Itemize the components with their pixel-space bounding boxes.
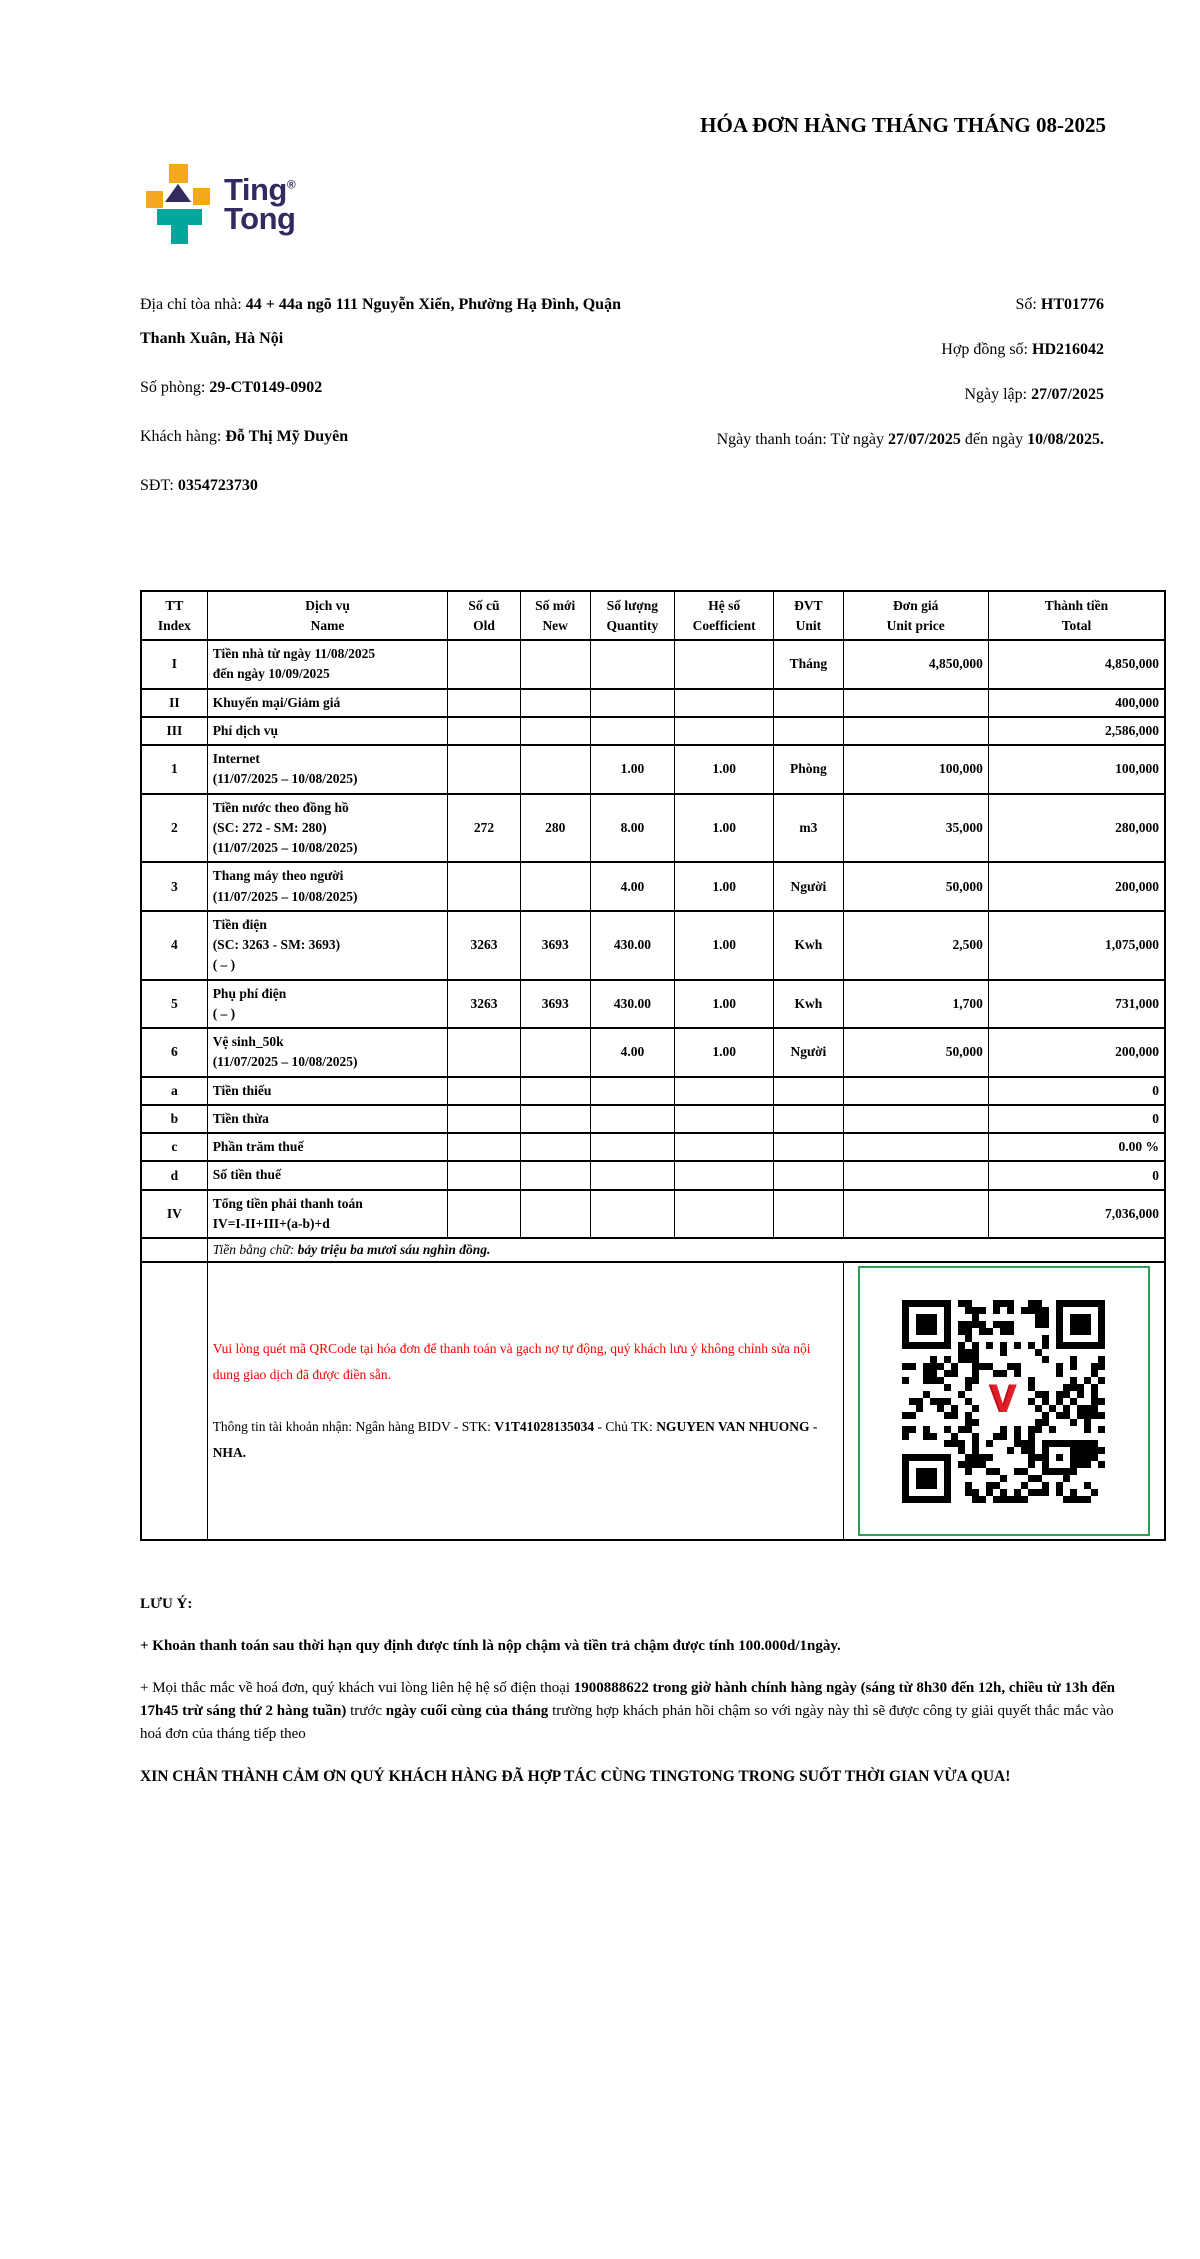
table-cell: 1.00 <box>675 745 774 794</box>
table-cell <box>448 862 520 911</box>
service-name-cell: Tiền thiếu <box>207 1077 448 1105</box>
table-cell: 50,000 <box>843 1028 988 1077</box>
invoice-table <box>140 590 1166 1541</box>
table-cell: Người <box>774 1028 843 1077</box>
logo-pixel-yellow-right <box>193 188 210 205</box>
table-cell: c <box>141 1133 207 1161</box>
table-cell: 4 <box>141 911 207 980</box>
table-cell <box>520 689 590 717</box>
room-number-label: Số phòng: <box>140 379 210 396</box>
table-row <box>141 911 1165 980</box>
table-cell: 35,000 <box>843 794 988 863</box>
table-cell <box>520 1190 590 1239</box>
issue-date <box>661 378 1104 412</box>
table-cell <box>590 1077 674 1105</box>
table-cell <box>774 1190 843 1239</box>
service-name-cell: Tổng tiền phải thanh toán IV=I-II+III+(a-b)+d <box>207 1190 448 1239</box>
table-cell: 3 <box>141 862 207 911</box>
table-cell <box>520 717 590 745</box>
footer-notes <box>140 1593 1130 1789</box>
logo-pixel-navy-triangle <box>165 184 191 202</box>
table-row <box>141 689 1165 717</box>
table-cell <box>448 1028 520 1077</box>
payment-instructions-cell <box>207 1262 843 1540</box>
table-cell <box>675 717 774 745</box>
room-number <box>140 371 625 405</box>
table-cell <box>774 1161 843 1189</box>
customer-phone-label: SĐT: <box>140 477 178 494</box>
table-cell <box>520 1105 590 1133</box>
table-cell: Tháng <box>774 640 843 689</box>
table-cell: 3693 <box>520 911 590 980</box>
table-cell <box>590 1105 674 1133</box>
table-cell <box>141 1262 207 1540</box>
table-cell: 4,850,000 <box>988 640 1165 689</box>
logo-wordmark <box>224 172 296 236</box>
customer-name <box>140 420 625 454</box>
service-name-cell: Internet (11/07/2025 – 10/08/2025) <box>207 745 448 794</box>
table-cell: IV <box>141 1190 207 1239</box>
qr-frame <box>858 1266 1150 1536</box>
table-cell: Phòng <box>774 745 843 794</box>
table-row <box>141 980 1165 1029</box>
hotline-note <box>140 1677 1130 1746</box>
table-row <box>141 1105 1165 1133</box>
table-cell <box>448 1161 520 1189</box>
invoice-number-label: Số: <box>1015 296 1041 313</box>
service-name-cell: Tiền điện (SC: 3263 - SM: 3693) ( – ) <box>207 911 448 980</box>
table-cell: 200,000 <box>988 862 1165 911</box>
invoice-meta <box>661 288 1166 518</box>
table-cell: b <box>141 1105 207 1133</box>
table-cell: 2,500 <box>843 911 988 980</box>
table-cell <box>520 1028 590 1077</box>
table-cell <box>590 1190 674 1239</box>
table-cell <box>448 1133 520 1161</box>
table-cell <box>774 689 843 717</box>
hotline-note-text: trường hợp khách phản hồi chậm so với ngày này thì sẽ được công ty giải quyết thắc mắc vào hoá đơn của tháng tiếp theo <box>140 1703 1114 1743</box>
payment-period-mid: đến ngày <box>960 431 1028 448</box>
table-cell: 50,000 <box>843 862 988 911</box>
service-name-cell: Tiền thừa <box>207 1105 448 1133</box>
amount-in-words-value: bảy triệu ba mươi sáu nghìn đồng. <box>297 1242 491 1258</box>
table-cell: 1.00 <box>675 862 774 911</box>
table-header-row <box>141 591 1165 640</box>
invoice-title: HÓA ĐƠN HÀNG THÁNG THÁNG 08-2025 <box>700 113 1106 137</box>
table-cell <box>448 745 520 794</box>
table-row <box>141 745 1165 794</box>
table-cell: 2,586,000 <box>988 717 1165 745</box>
table-cell: 100,000 <box>843 745 988 794</box>
table-cell <box>843 717 988 745</box>
column-header-name: Dịch vụ Name <box>207 591 448 640</box>
logo-word-ting: Ting <box>224 172 287 207</box>
table-row <box>141 1133 1165 1161</box>
table-cell <box>520 1133 590 1161</box>
contract-number <box>661 333 1104 367</box>
service-name-cell: Thang máy theo người (11/07/2025 – 10/08/2025) <box>207 862 448 911</box>
table-row <box>141 1190 1165 1239</box>
service-name-cell: Phụ phí điện ( – ) <box>207 980 448 1029</box>
invoice-number <box>661 288 1104 322</box>
table-cell: 0 <box>988 1105 1165 1133</box>
service-name-cell: Vệ sinh_50k (11/07/2025 – 10/08/2025) <box>207 1028 448 1077</box>
table-cell <box>843 1077 988 1105</box>
invoice-info <box>140 288 1166 518</box>
bank-account-info <box>213 1414 838 1466</box>
table-cell <box>843 1161 988 1189</box>
table-cell <box>590 1133 674 1161</box>
notes-heading: LƯU Ý: <box>140 1596 193 1613</box>
column-header-total: Thành tiền Total <box>988 591 1165 640</box>
table-cell: 1.00 <box>590 745 674 794</box>
closing-note: XIN CHÂN THÀNH CẢM ƠN QUÝ KHÁCH HÀNG ĐÃ HỢP TÁC CÙNG TINGTONG TRONG SUỐT THỜI GIAN VỪA QUA! <box>140 1768 1011 1786</box>
bank-account-number: V1T41028135034 <box>494 1419 595 1435</box>
table-cell: 2 <box>141 794 207 863</box>
table-cell: Kwh <box>774 911 843 980</box>
table-row <box>141 794 1165 863</box>
registered-trademark-icon: ® <box>286 177 296 192</box>
table-cell: Người <box>774 862 843 911</box>
red-v-logo-icon: V <box>982 1377 1026 1421</box>
service-name-cell: Số tiền thuế <box>207 1161 448 1189</box>
table-cell: 400,000 <box>988 689 1165 717</box>
table-cell <box>448 1190 520 1239</box>
table-cell: 100,000 <box>988 745 1165 794</box>
table-cell: a <box>141 1077 207 1105</box>
table-cell: 1.00 <box>675 911 774 980</box>
table-cell <box>843 1105 988 1133</box>
table-cell <box>774 717 843 745</box>
table-cell: 4.00 <box>590 1028 674 1077</box>
late-fee-note: + Khoản thanh toán sau thời hạn quy định được tính là nộp chậm và tiền trả chậm được tính 100.000d/1ngày. <box>140 1638 841 1655</box>
table-cell: 430.00 <box>590 980 674 1029</box>
tingtong-logo <box>144 164 295 246</box>
customer-name-value: Đỗ Thị Mỹ Duyên <box>225 428 349 445</box>
contract-number-value: HD216042 <box>1032 341 1104 358</box>
payment-to-date: 10/08/2025. <box>1027 431 1104 448</box>
issue-date-label: Ngày lập: <box>964 386 1032 403</box>
column-header-old: Số cũ Old <box>448 591 520 640</box>
issue-date-value: 27/07/2025 <box>1031 386 1104 403</box>
table-cell <box>448 1077 520 1105</box>
hotline-note-text: + Mọi thắc mắc về hoá đơn, quý khách vui lòng liên hệ hệ số điện thoại <box>140 1680 574 1697</box>
room-number-value: 29-CT0149-0902 <box>209 379 323 396</box>
amount-in-words-label: Tiền bằng chữ: <box>212 1242 298 1258</box>
table-cell <box>520 745 590 794</box>
logo-pixel-teal-stem <box>171 225 188 244</box>
invoice-number-value: HT01776 <box>1040 296 1104 313</box>
table-cell: 1.00 <box>675 794 774 863</box>
table-cell: 8.00 <box>590 794 674 863</box>
amount-in-words <box>207 1238 1165 1262</box>
table-cell: 4,850,000 <box>843 640 988 689</box>
table-cell <box>675 1190 774 1239</box>
qr-payment-notice: Vui lòng quét mã QRCode tại hóa đơn để thanh toán và gạch nợ tự động, quý khách lưu ý không chỉnh sửa nội dung giao dịch đã được điền sẵn. <box>212 1341 811 1383</box>
table-cell: 200,000 <box>988 1028 1165 1077</box>
bank-account-prefix: Thông tin tài khoản nhận: Ngân hàng BIDV - STK: <box>212 1419 495 1435</box>
table-cell <box>590 689 674 717</box>
qr-code-icon <box>902 1300 1105 1503</box>
table-cell <box>843 689 988 717</box>
bank-account-holder: NGUYEN VAN NHUONG - NHA. <box>212 1419 818 1461</box>
table-row <box>141 640 1165 689</box>
column-header-new: Số mới New <box>520 591 590 640</box>
table-row <box>141 1028 1165 1077</box>
service-name-cell: Tiền nước theo đồng hồ (SC: 272 - SM: 280) (11/07/2025 – 10/08/2025) <box>207 794 448 863</box>
table-cell <box>675 689 774 717</box>
table-cell: 1.00 <box>675 1028 774 1077</box>
table-cell: 1.00 <box>675 980 774 1029</box>
building-address-value: 44 + 44a ngõ 111 Nguyễn Xiển, Phường Hạ Đình, Quận Thanh Xuân, Hà Nội <box>140 296 621 347</box>
customer-name-label: Khách hàng: <box>140 428 226 445</box>
table-cell <box>675 1133 774 1161</box>
building-address-label: Địa chỉ tòa nhà: <box>140 296 246 313</box>
column-header-quantity: Số lượng Quantity <box>590 591 674 640</box>
payment-period-label: Ngày thanh toán: Từ ngày <box>716 431 889 448</box>
table-cell: m3 <box>774 794 843 863</box>
table-cell: 3263 <box>448 911 520 980</box>
table-cell <box>774 1105 843 1133</box>
table-cell <box>675 1077 774 1105</box>
table-cell <box>590 717 674 745</box>
table-cell: 1,075,000 <box>988 911 1165 980</box>
table-cell: I <box>141 640 207 689</box>
customer-phone <box>140 469 625 503</box>
table-cell <box>843 1190 988 1239</box>
table-cell: 1,700 <box>843 980 988 1029</box>
table-cell <box>448 717 520 745</box>
table-row <box>141 1161 1165 1189</box>
payment-period <box>661 423 1104 457</box>
table-row <box>141 1077 1165 1105</box>
table-cell <box>675 1105 774 1133</box>
qr-code-cell <box>843 1262 1165 1540</box>
hotline-number: 1900888622 trong giờ hành chính hàng ngày (sáng từ 8h30 đến 12h, chiều từ 13h đến 17h45 trừ sáng thứ 2 hàng tuần) <box>140 1680 1115 1720</box>
logo-pixel-yellow-left <box>146 191 163 208</box>
table-cell: 272 <box>448 794 520 863</box>
column-header-unit-price: Đơn giá Unit price <box>843 591 988 640</box>
table-cell: 0 <box>988 1161 1165 1189</box>
table-cell: d <box>141 1161 207 1189</box>
table-cell: 731,000 <box>988 980 1165 1029</box>
table-cell: 0.00 % <box>988 1133 1165 1161</box>
table-cell: Kwh <box>774 980 843 1029</box>
logo-pixel-teal-bar <box>157 209 202 225</box>
table-cell <box>590 1161 674 1189</box>
building-address <box>140 288 625 356</box>
logo-word-tong: Tong <box>224 200 296 236</box>
column-header-coefficient: Hệ số Coefficient <box>675 591 774 640</box>
table-cell <box>448 640 520 689</box>
table-cell <box>520 1077 590 1105</box>
service-name-cell: Phần trăm thuế <box>207 1133 448 1161</box>
table-cell <box>774 1133 843 1161</box>
table-cell <box>520 1161 590 1189</box>
customer-info <box>140 288 625 518</box>
table-cell <box>675 640 774 689</box>
logo-pixel-yellow-top <box>169 164 188 183</box>
invoice-table-body <box>141 640 1165 1238</box>
tingtong-logo-icon <box>144 164 212 246</box>
table-cell: 280,000 <box>988 794 1165 863</box>
table-cell: 1 <box>141 745 207 794</box>
table-cell: 430.00 <box>590 911 674 980</box>
table-cell <box>843 1133 988 1161</box>
service-name-cell: Phí dịch vụ <box>207 717 448 745</box>
table-cell: 3263 <box>448 980 520 1029</box>
table-cell: 6 <box>141 1028 207 1077</box>
bank-account-mid: - Chủ TK: <box>594 1419 657 1435</box>
payment-from-date: 27/07/2025 <box>888 431 961 448</box>
column-header-index: TT Index <box>141 591 207 640</box>
table-cell <box>448 1105 520 1133</box>
table-cell: 280 <box>520 794 590 863</box>
deadline-text: ngày cuối cùng của tháng <box>385 1703 549 1720</box>
table-cell <box>448 689 520 717</box>
table-row <box>141 862 1165 911</box>
qr-row <box>141 1262 1165 1540</box>
service-name-cell: Tiền nhà từ ngày 11/08/2025 đến ngày 10/09/2025 <box>207 640 448 689</box>
table-cell: 0 <box>988 1077 1165 1105</box>
hotline-note-text: trước <box>346 1703 386 1720</box>
amount-in-words-row <box>141 1238 1165 1262</box>
table-cell <box>590 640 674 689</box>
invoice-header <box>140 112 1166 246</box>
table-cell: 5 <box>141 980 207 1029</box>
service-name-cell: Khuyến mại/Giảm giá <box>207 689 448 717</box>
table-cell: 4.00 <box>590 862 674 911</box>
table-cell: 7,036,000 <box>988 1190 1165 1239</box>
table-cell <box>520 640 590 689</box>
table-cell <box>675 1161 774 1189</box>
contract-number-label: Hợp đồng số: <box>941 341 1032 358</box>
table-cell: 3693 <box>520 980 590 1029</box>
customer-phone-value: 0354723730 <box>177 477 258 494</box>
table-cell: II <box>141 689 207 717</box>
column-header-unit: ĐVT Unit <box>774 591 843 640</box>
table-cell <box>520 862 590 911</box>
table-cell <box>774 1077 843 1105</box>
invoice-table-footer <box>141 1238 1165 1540</box>
table-cell: III <box>141 717 207 745</box>
table-row <box>141 717 1165 745</box>
table-cell <box>141 1238 207 1262</box>
